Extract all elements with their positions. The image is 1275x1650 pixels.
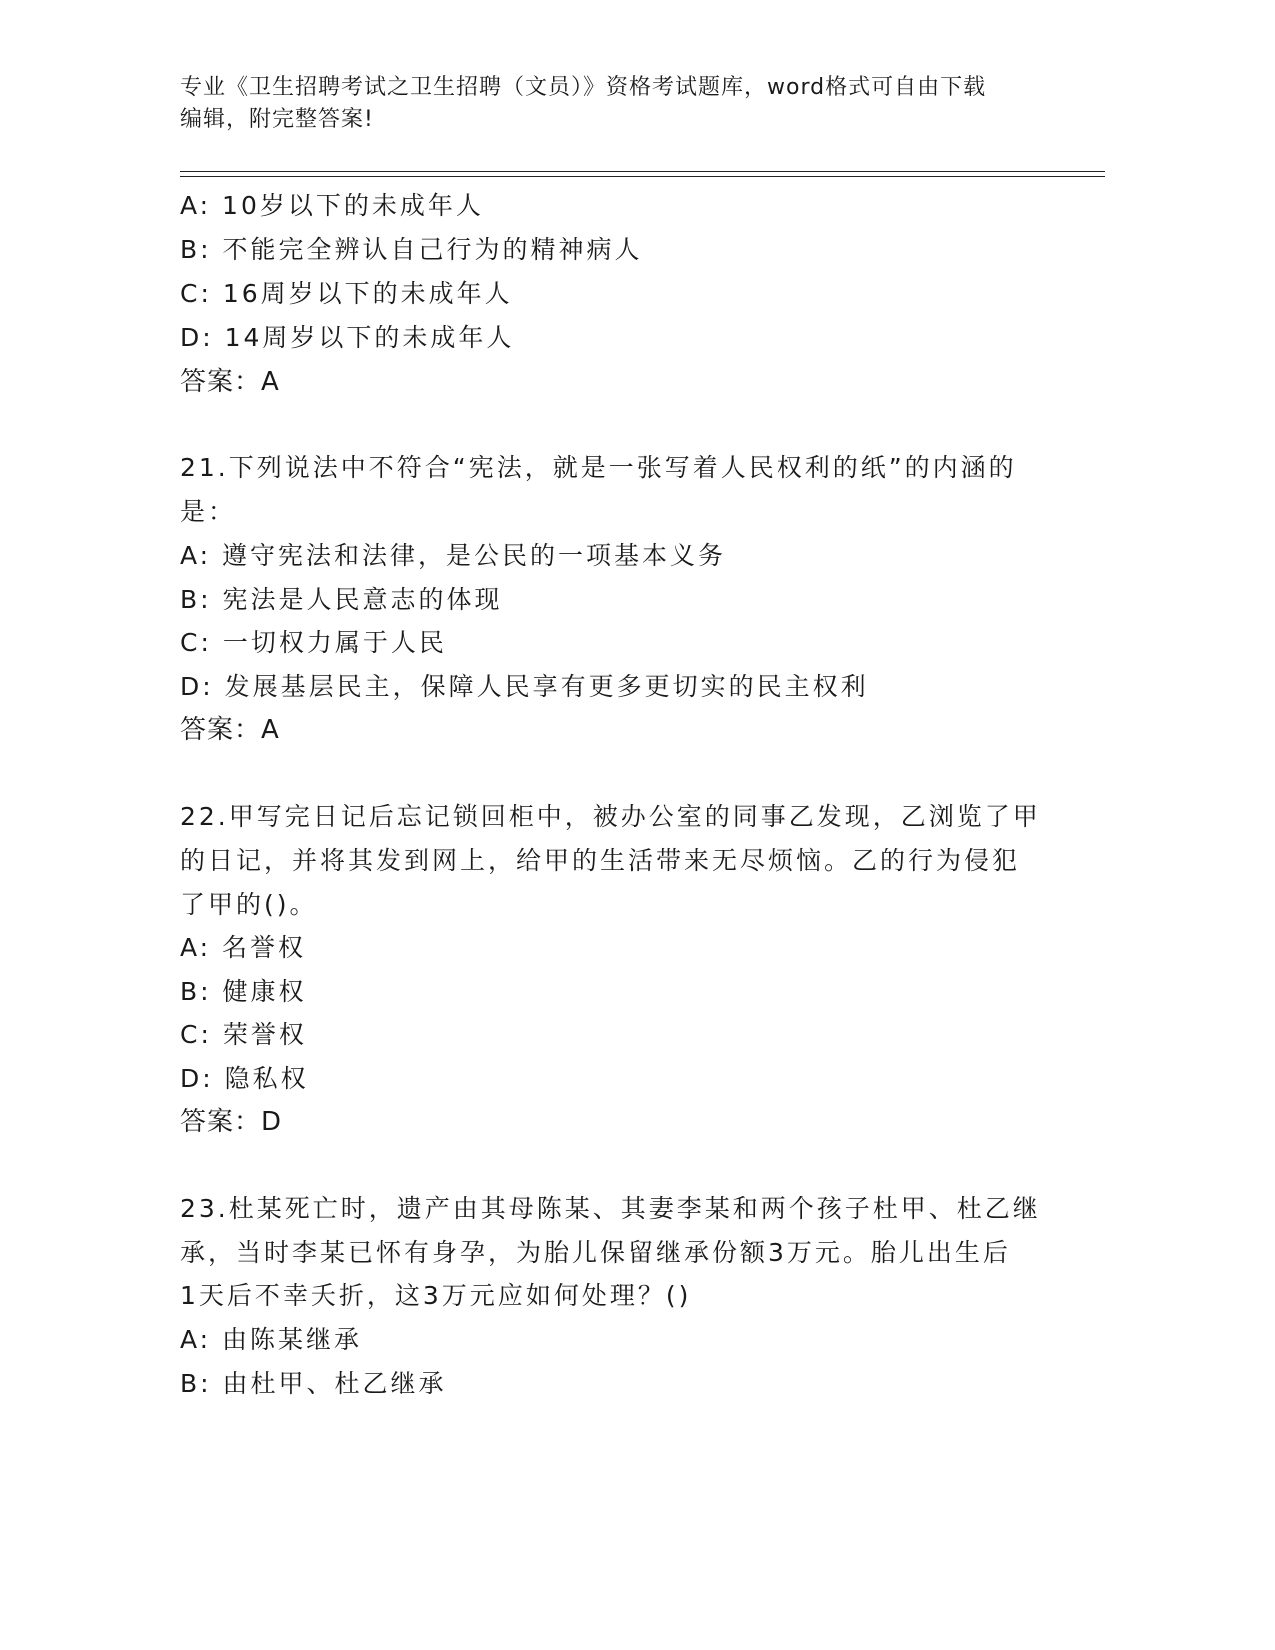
q20-option-d: D: 14周岁以下的未成年人 (180, 323, 515, 352)
q21-option-c: C: 一切权力属于人民 (180, 628, 447, 657)
q22-stem-line-1: 22.甲写完日记后忘记锁回柜中，被办公室的同事乙发现，乙浏览了甲 (180, 802, 1041, 831)
q20-option-b: B: 不能完全辨认自己行为的精神病人 (180, 235, 643, 264)
q22-option-a: A: 名誉权 (180, 933, 307, 962)
q20-option-c: C: 16周岁以下的未成年人 (180, 279, 513, 308)
q20-answer: 答案：A (180, 367, 280, 397)
q23-option-b: B: 由杜甲、杜乙继承 (180, 1369, 447, 1398)
q23-stem-line-3: 1天后不幸夭折，这3万元应如何处理？() (180, 1281, 692, 1310)
header-divider-top (180, 171, 1105, 172)
header-line-1: 专业《卫生招聘考试之卫生招聘（文员）》资格考试题库，word格式可自由下载 (180, 75, 987, 100)
q22-option-b: B: 健康权 (180, 977, 307, 1006)
q23-stem-line-2: 承，当时李某已怀有身孕，为胎儿保留继承份额3万元。胎儿出生后 (180, 1238, 1011, 1267)
q22-option-d: D: 隐私权 (180, 1064, 309, 1093)
q21-option-a: A: 遵守宪法和法律，是公民的一项基本义务 (180, 541, 727, 570)
q21-option-d: D: 发展基层民主，保障人民享有更多更切实的民主权利 (180, 672, 869, 701)
q21-stem-line-1: 21.下列说法中不符合“宪法，就是一张写着人民权利的纸”的内涵的 (180, 453, 1017, 482)
q23-stem-line-1: 23.杜某死亡时，遗产由其母陈某、其妻李某和两个孩子杜甲、杜乙继 (180, 1194, 1041, 1223)
q21-stem-line-2: 是： (180, 497, 237, 526)
document-header (180, 72, 1060, 136)
q21-option-b: B: 宪法是人民意志的体现 (180, 585, 503, 614)
q22-answer: 答案：D (180, 1107, 283, 1137)
q22-option-c: C: 荣誉权 (180, 1020, 307, 1049)
q23-option-a: A: 由陈某继承 (180, 1325, 363, 1354)
q22-stem-line-2: 的日记，并将其发到网上，给甲的生活带来无尽烦恼。乙的行为侵犯 (180, 846, 1021, 875)
header-divider-bottom (180, 176, 1105, 177)
q20-option-a: A: 10岁以下的未成年人 (180, 191, 484, 220)
q22-stem-line-3: 了甲的()。 (180, 890, 318, 919)
q21-answer: 答案：A (180, 715, 280, 745)
header-line-2: 编辑，附完整答案! (180, 107, 374, 132)
